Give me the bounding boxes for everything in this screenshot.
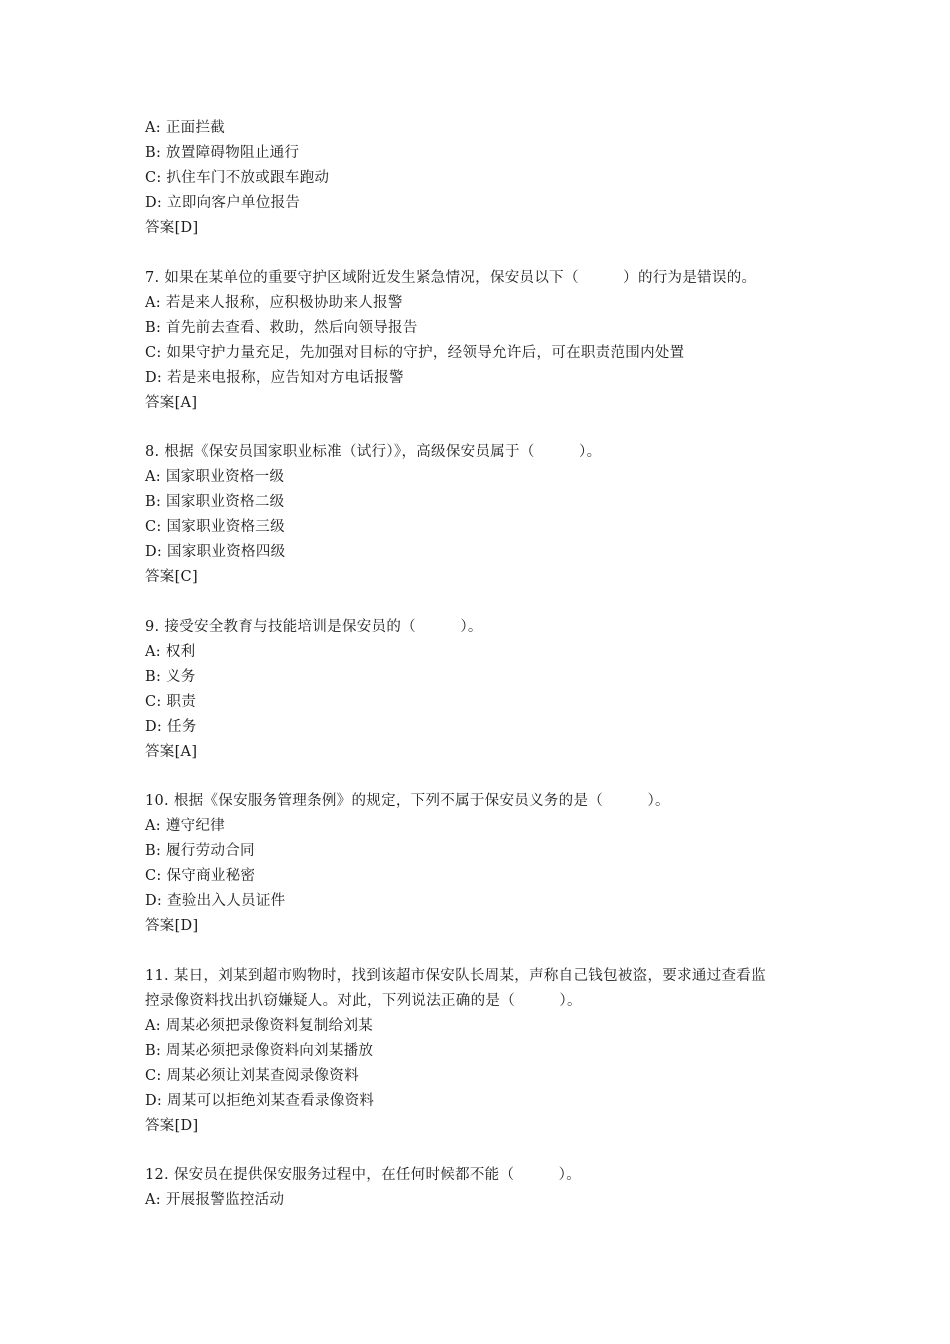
option-c: C: 扒住车门不放或跟车跑动 <box>145 170 330 186</box>
option-b: B: 履行劳动合同 <box>145 843 255 859</box>
option-b: B: 周某必须把录像资料向刘某播放 <box>145 1042 374 1059</box>
answer: 答案[D] <box>145 918 199 934</box>
option-d: D: 立即向客户单位报告 <box>145 195 301 211</box>
option-c: C: 国家职业资格三级 <box>145 519 285 535</box>
option-d: D: 国家职业资格四级 <box>145 544 286 560</box>
option-c: C: 保守商业秘密 <box>145 868 256 884</box>
option-a: A: 若是来人报称，应积极协助来人报警 <box>145 294 403 311</box>
option-a: A: 国家职业资格一级 <box>145 469 285 485</box>
answer: 答案[A] <box>145 743 198 760</box>
answer: 答案[D] <box>145 220 199 236</box>
answer: 答案[D] <box>145 1117 199 1134</box>
question-stem-continued: 控录像资料找出扒窃嫌疑人。对此，下列说法正确的是（ ）。 <box>145 992 582 1009</box>
option-d: D: 周某可以拒绝刘某查看录像资料 <box>145 1092 375 1109</box>
option-a: A: 权利 <box>145 643 196 660</box>
option-d: D: 任务 <box>145 718 197 735</box>
answer: 答案[A] <box>145 394 198 411</box>
option-a: A: 周某必须把录像资料复制给刘某 <box>145 1017 374 1034</box>
question-7 <box>145 266 825 416</box>
option-d: D: 若是来电报称，应告知对方电话报警 <box>145 369 404 386</box>
question-6-tail <box>145 116 825 241</box>
option-d: D: 查验出入人员证件 <box>145 893 286 909</box>
option-c: C: 如果守护力量充足，先加强对目标的守护，经领导允许后，可在职责范围内处置 <box>145 344 685 361</box>
document-page <box>145 116 825 1213</box>
question-9 <box>145 615 825 765</box>
option-c: C: 周某必须让刘某查阅录像资料 <box>145 1067 359 1084</box>
option-a: A: 遵守纪律 <box>145 818 226 834</box>
question-8 <box>145 440 825 590</box>
question-stem: 10. 根据《保安服务管理条例》的规定，下列不属于保安员义务的是（ ）。 <box>145 793 670 809</box>
option-b: B: 国家职业资格二级 <box>145 494 285 510</box>
option-b: B: 义务 <box>145 668 196 685</box>
option-a: A: 开展报警监控活动 <box>145 1192 285 1208</box>
option-a: A: 正面拦截 <box>145 120 226 136</box>
question-stem: 8. 根据《保安员国家职业标准（试行）》，高级保安员属于（ ）。 <box>145 444 602 460</box>
option-c: C: 职责 <box>145 693 197 710</box>
question-11 <box>145 964 825 1139</box>
option-b: B: 放置障碍物阻止通行 <box>145 145 300 161</box>
question-stem: 11. 某日，刘某到超市购物时，找到该超市保安队长周某，声称自己钱包被盗，要求通过查看监 <box>145 967 766 984</box>
question-stem: 7. 如果在某单位的重要守护区域附近发生紧急情况，保安员以下（ ）的行为是错误的。 <box>145 269 757 286</box>
question-10 <box>145 789 825 939</box>
option-b: B: 首先前去查看、救助，然后向领导报告 <box>145 319 418 336</box>
answer: 答案[C] <box>145 569 198 585</box>
question-stem: 9. 接受安全教育与技能培训是保安员的（ ）。 <box>145 618 483 635</box>
question-12 <box>145 1163 825 1213</box>
question-stem: 12. 保安员在提供保安服务过程中，在任何时候都不能（ ）。 <box>145 1167 582 1183</box>
